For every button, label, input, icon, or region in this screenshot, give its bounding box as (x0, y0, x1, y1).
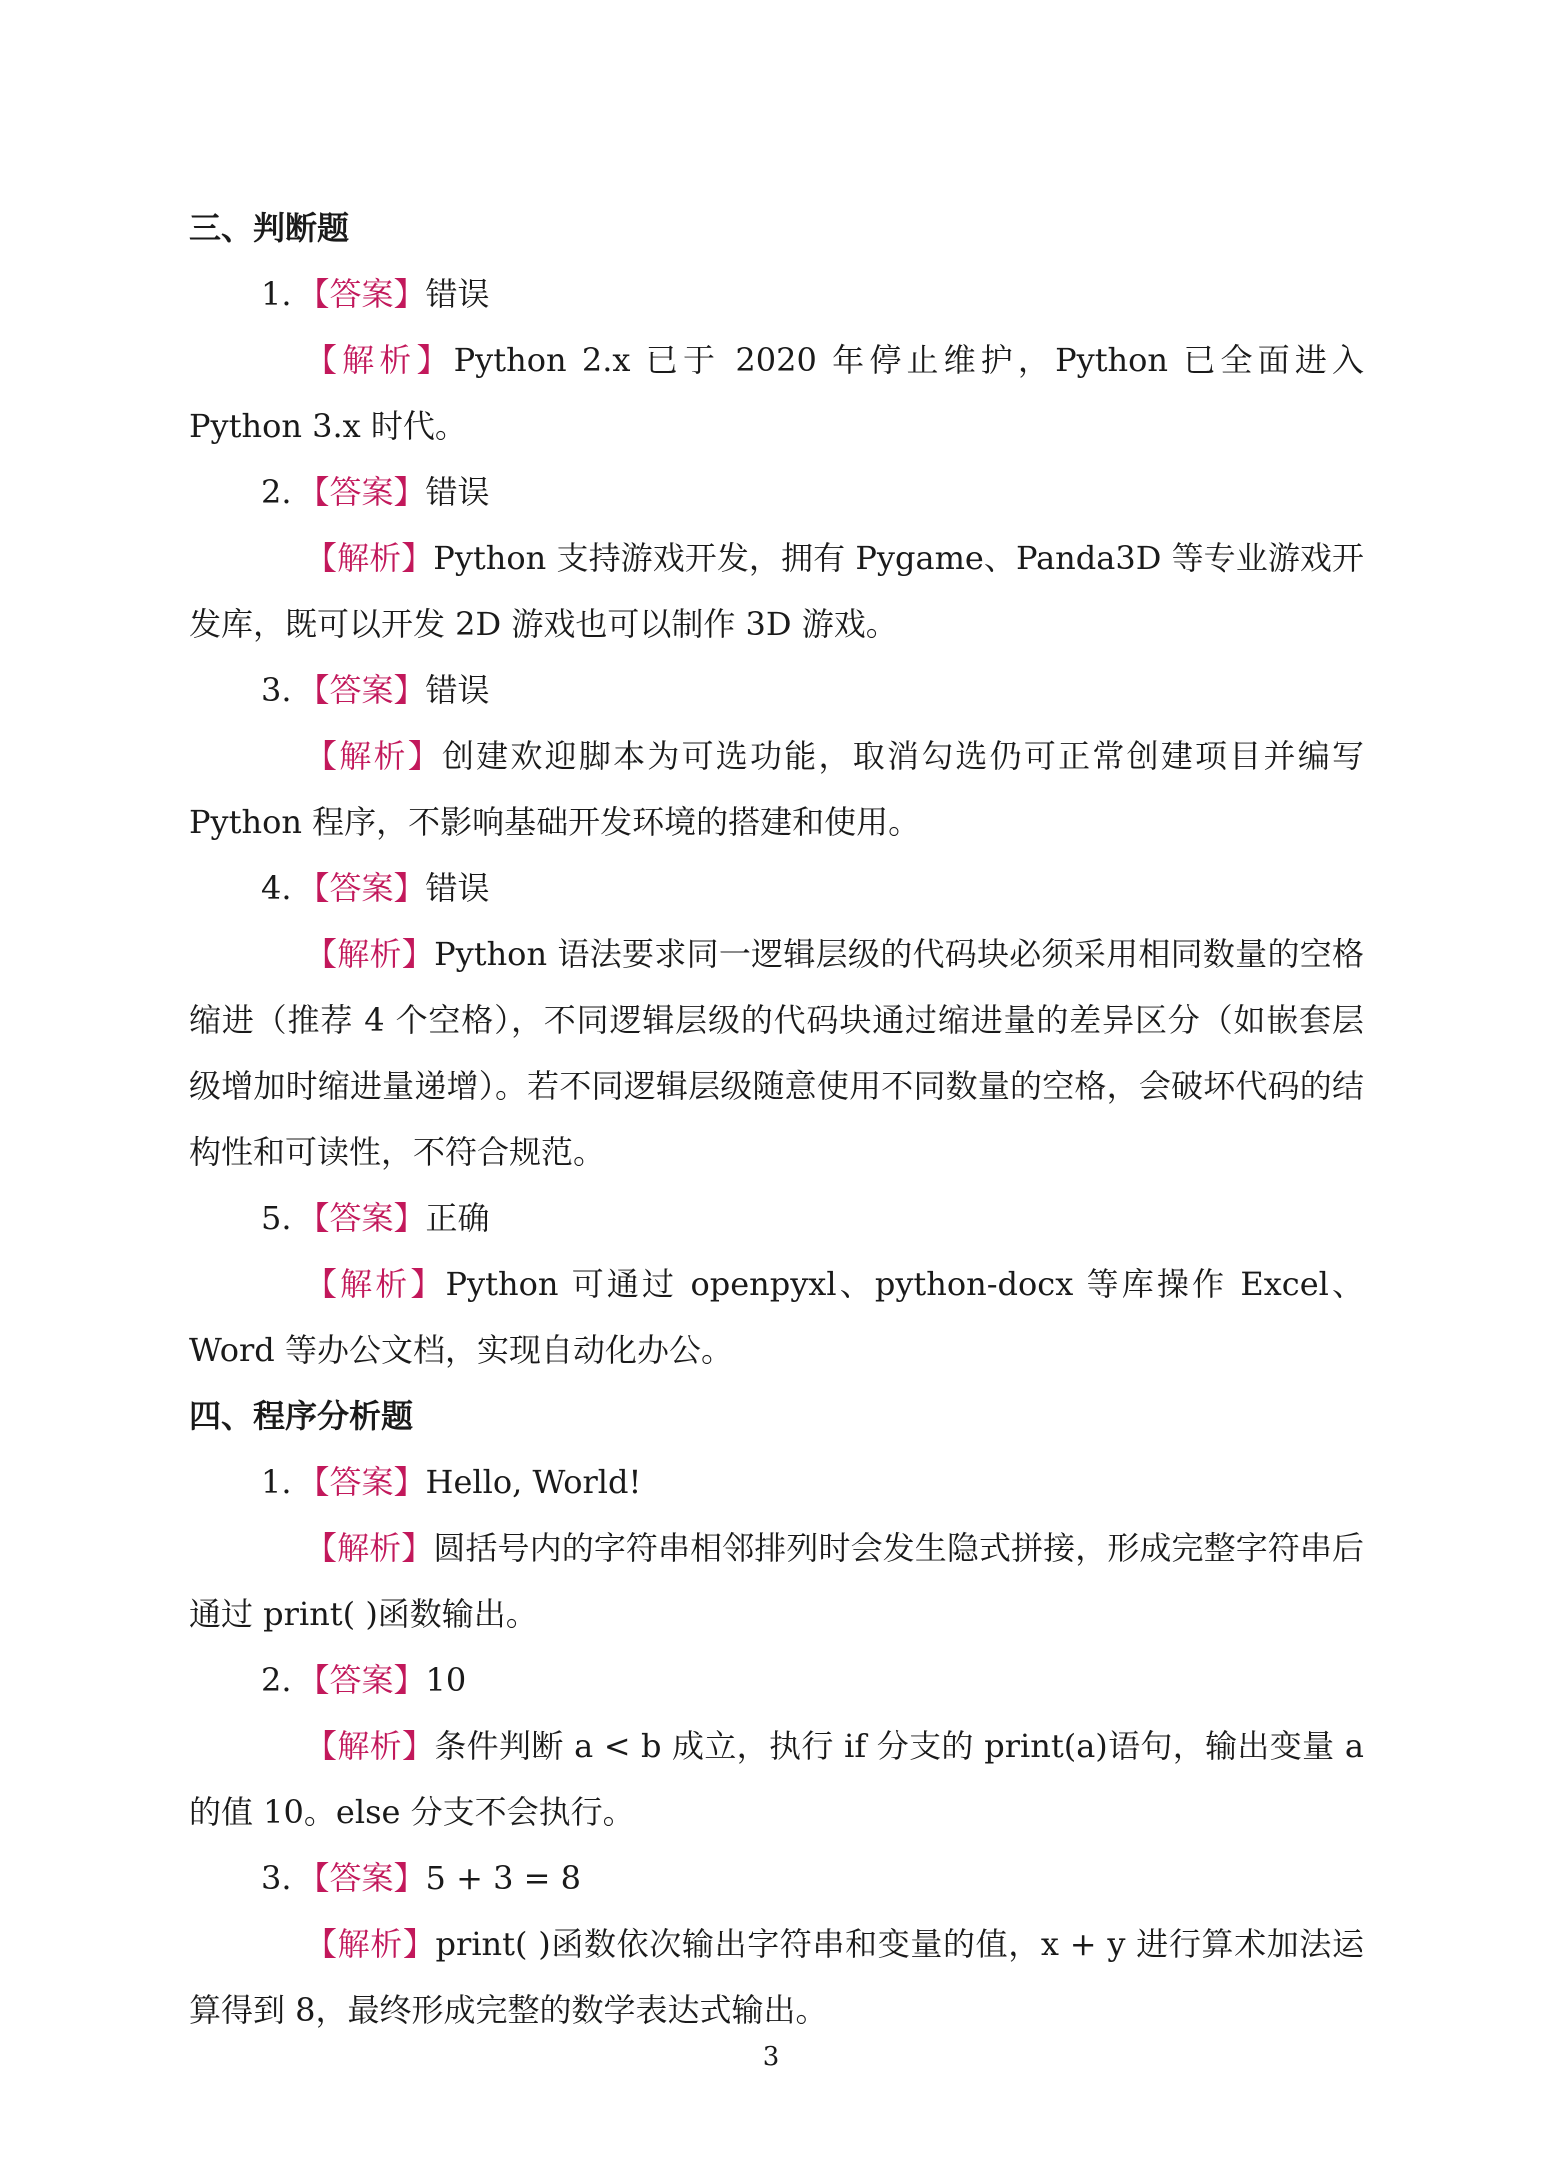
analysis-text: 圆括号内的字符串相邻排列时会发生隐式拼接，形成完整字符串后通过 print( )函数输出。 (189, 1529, 1364, 1633)
answer-line (189, 1845, 1364, 1911)
analysis-tag: 【解析】 (305, 737, 442, 775)
answer-line (189, 657, 1364, 723)
analysis-tag: 【解析】 (305, 1925, 436, 1963)
answer-line (189, 1647, 1364, 1713)
answer-tag: 【答案】 (297, 671, 426, 709)
answer-text: 正确 (425, 1199, 490, 1237)
item-number: 1. (261, 1463, 292, 1501)
answer-text: 错误 (425, 869, 490, 907)
analysis-line (189, 723, 1364, 855)
analysis-text: Python 支持游戏开发，拥有 Pygame、Panda3D 等专业游戏开发库，既可以开发 2D 游戏也可以制作 3D 游戏。 (189, 539, 1364, 643)
section-title-judgment: 三、判断题 (189, 209, 350, 247)
answer-page (189, 195, 1364, 2043)
page-number: 3 (762, 2042, 780, 2072)
item-number: 1. (261, 275, 292, 313)
answer-tag: 【答案】 (297, 869, 426, 907)
analysis-line (189, 327, 1364, 459)
analysis-line (189, 1911, 1364, 2043)
answer-tag: 【答案】 (297, 1661, 426, 1699)
analysis-line (189, 1713, 1364, 1845)
answer-text: 错误 (425, 473, 490, 511)
analysis-tag: 【解析】 (305, 1727, 435, 1765)
analysis-text: 创建欢迎脚本为可选功能，取消勾选仍可正常创建项目并编写 Python 程序，不影响基础开发环境的搭建和使用。 (189, 737, 1364, 841)
answer-tag: 【答案】 (297, 473, 426, 511)
item-number: 2. (261, 473, 292, 511)
answer-text: 错误 (425, 275, 490, 313)
analysis-line (189, 1515, 1364, 1647)
analysis-text: Python 2.x 已于 2020 年停止维护，Python 已全面进入 Python 3.x 时代。 (189, 341, 1364, 445)
analysis-tag: 【解析】 (305, 935, 435, 973)
analysis-text: Python 语法要求同一逻辑层级的代码块必须采用相同数量的空格缩进（推荐 4 个空格），不同逻辑层级的代码块通过缩进量的差异区分（如嵌套层级增加时缩进量递增）。若不同逻辑层级随意使用不同数量的空格，会破坏代码的结构性和可读性，不符合规范。 (189, 935, 1364, 1171)
answer-tag: 【答案】 (297, 1463, 426, 1501)
judgment-item-2 (189, 459, 1364, 657)
answer-text: 5 + 3 = 8 (425, 1859, 581, 1897)
answer-line (189, 1449, 1364, 1515)
analysis-tag: 【解析】 (305, 341, 454, 379)
analysis-text: 条件判断 a < b 成立，执行 if 分支的 print(a)语句，输出变量 a 的值 10。else 分支不会执行。 (189, 1727, 1364, 1831)
analysis-line (189, 1251, 1364, 1383)
analysis-tag: 【解析】 (305, 1265, 446, 1303)
item-number: 4. (261, 869, 292, 907)
answer-line (189, 1185, 1364, 1251)
answer-line (189, 261, 1364, 327)
item-number: 3. (261, 671, 292, 709)
answer-tag: 【答案】 (297, 1199, 426, 1237)
analysis-text: print( )函数依次输出字符串和变量的值，x + y 进行算术加法运算得到 8，最终形成完整的数学表达式输出。 (189, 1925, 1364, 2029)
item-number: 3. (261, 1859, 292, 1897)
section-title-program-analysis: 四、程序分析题 (189, 1397, 414, 1435)
answer-tag: 【答案】 (297, 275, 426, 313)
analysis-line (189, 921, 1364, 1185)
judgment-item-5 (189, 1185, 1364, 1383)
item-number: 5. (261, 1199, 292, 1237)
analysis-tag: 【解析】 (305, 539, 434, 577)
answer-text: 错误 (425, 671, 490, 709)
analysis-text: Python 可通过 openpyxl、python-docx 等库操作 Excel、Word 等办公文档，实现自动化办公。 (189, 1265, 1364, 1369)
program-item-1 (189, 1449, 1364, 1647)
answer-tag: 【答案】 (297, 1859, 426, 1897)
answer-text: Hello, World! (425, 1463, 642, 1501)
answer-text: 10 (425, 1661, 467, 1699)
program-item-3 (189, 1845, 1364, 2043)
answer-line (189, 855, 1364, 921)
judgment-item-1 (189, 261, 1364, 459)
answer-line (189, 459, 1364, 525)
program-item-2 (189, 1647, 1364, 1845)
item-number: 2. (261, 1661, 292, 1699)
judgment-item-3 (189, 657, 1364, 855)
analysis-line (189, 525, 1364, 657)
judgment-item-4 (189, 855, 1364, 1185)
analysis-tag: 【解析】 (305, 1529, 434, 1567)
